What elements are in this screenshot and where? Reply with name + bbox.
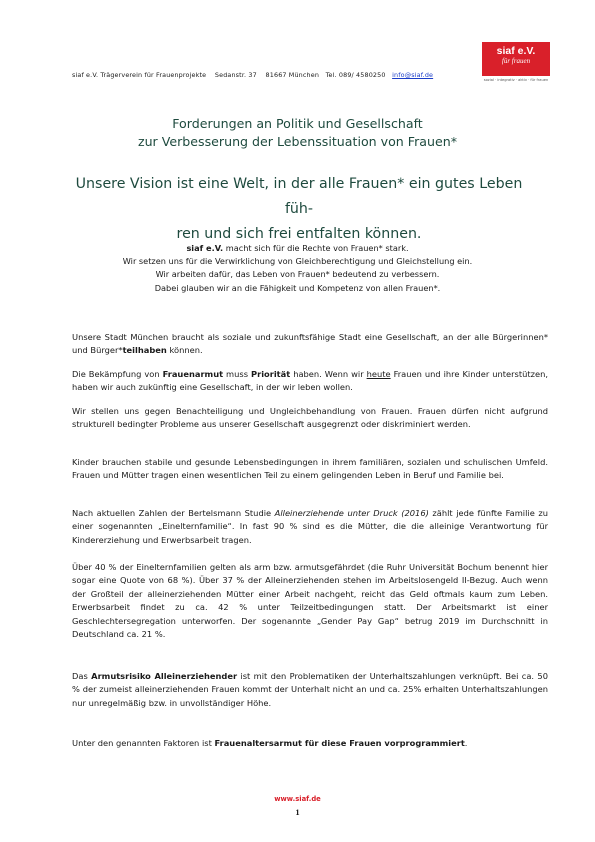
intro-block [0,242,595,295]
p5-text: Nach aktuellen Zahlen der Bertelsmann Studie [72,508,275,518]
paragraph-3: Wir stellen uns gegen Benachteiligung und Ungleichbehandlung von Frauen. Frauen dürfen nicht aufgrund strukturell bedingter Probleme aus unserer Gesellschaft ausgegrenzt oder diskriminiert werden. [72,406,548,430]
street: Sedanstr. 37 [214,71,257,79]
p5-study-title: Alleinerziehende unter Druck (2016) [274,508,429,518]
logo-tagline: sozial · integrativ · aktiv · für frauen [483,78,549,82]
p7-bold: Armutsrisiko Alleinerziehender [91,671,238,681]
footer-url[interactable]: www.siaf.de [274,795,321,803]
p7-end: ist mit den Problematiken der Unterhaltszahlungen verknüpft. Bei ca. 50 % der zumeist alleinerziehenden Frauen kommt der Unterhalt nicht an und ca. 25% erhalten Unterhaltszahlungen nur unregelmäßig bzw. in unvollständiger Höhe. [72,671,548,708]
p2-bold-a: Frauenarmut [162,369,224,379]
p8-end: . [464,738,468,748]
vision-statement [60,172,538,247]
p8-text: Unter den genannten Faktoren ist [72,738,215,748]
p5-end: zählt jede fünfte Familie zu einer sogenannten „Einelternfamilie“. In fast 90 % sind es die Mütter, die die alleinige Verantwortung für Kindererziehung und Erwerbsarbeit tragen. [72,508,548,545]
letterhead [72,71,433,79]
page-number: 1 [295,807,300,817]
p1-end: können. [166,345,203,356]
logo-sub: für frauen [501,57,531,65]
intro-line-2: Wir setzen uns für die Verwirklichung von Gleichberechtigung und Gleichstellung ein. [122,256,473,267]
intro-line-3: Wir arbeiten dafür, das Leben von Frauen* bedeutend zu verbessern. [155,269,440,280]
siaf-logo [482,42,550,76]
email-link[interactable]: info@siaf.de [392,71,434,79]
intro-line-1 [0,242,595,255]
vision-line-1: Unsere Vision ist eine Welt, in der alle Frauen* ein gutes Leben füh- [75,176,523,217]
paragraph-6: Über 40 % der Einelternfamilien gelten als arm bzw. armutsgefährdet (die Ruhr Universität Bochum benennt hier sogar eine Quote von 68 %). Über 37 % der Alleinerziehenden stehen im Arbeitslosengeld II-Bezug. Auch wenn der Großteil der alleinerziehenden Mütter einer Arbeit nachgeht, reicht das Geld oftmals kaum zum Leben. Erwerbsarbeit findet zu ca. 42 % unter Teilzeitbedingungen statt. Der Arbeitsmarkt ist einer Geschlechtersegregation unterworfen. Der sogenannte „Gender Pay Gap“ betrug 2019 im Durchschnitt in Deutschland ca. 21 %. [72,562,548,640]
intro-line-1-text: macht sich für die Rechte von Frauen* stark. [223,243,409,253]
intro-org: siaf e.V. [186,243,224,253]
paragraph-1 [72,331,548,358]
p2-text-b: muss [223,369,252,379]
p1-text: Unsere Stadt München braucht als soziale und zukunftsfähige Stadt eine Gesellschaft, an der alle Bürgerinnen* und Bürger* [72,332,548,356]
paragraph-5 [72,507,548,547]
p2-underlined: heute [366,369,391,379]
city: 81667 München [265,71,320,79]
paragraph-4: Kinder brauchen stabile und gesunde Lebensbedingungen in ihrem familiären, sozialen und schulischen Umfeld. Frauen und Mütter tragen einen wesentlichen Teil zu einem gelingenden Leben in Beruf und Familie bei. [72,457,548,481]
paragraph-2 [72,368,548,395]
org-name: siaf e.V. Trägerverein für Frauenprojekte [72,71,207,79]
intro-line-4: Dabei glauben wir an die Fähigkeit und Kompetenz von allen Frauen*. [154,282,441,293]
p8-bold: Frauenaltersarmut für diese Frauen vorprogrammiert [214,738,465,748]
p2-text-c: haben. Wenn wir [290,369,367,379]
vision-line-2: ren und sich frei entfalten können. [176,226,422,242]
title-line-2: zur Verbesserung der Lebenssituation von Frauen* [137,134,458,149]
paragraph-8 [72,737,548,750]
p2-text-a: Die Bekämpfung von [72,369,163,379]
p2-bold-b: Priorität [251,369,291,379]
logo-name: siaf e.V. [496,45,536,57]
phone: Tel. 089/ 4580250 [325,71,386,79]
p2-text-d: Frauen und ihre Kinder unterstützen, haben wir auch zukünftig eine Gesellschaft, in der wir leben wollen. [72,369,548,393]
paragraph-7 [72,670,548,710]
p7-text: Das [72,671,92,681]
p1-bold: teilhaben [122,345,167,356]
title-line-1: Forderungen an Politik und Gesellschaft [172,116,423,131]
